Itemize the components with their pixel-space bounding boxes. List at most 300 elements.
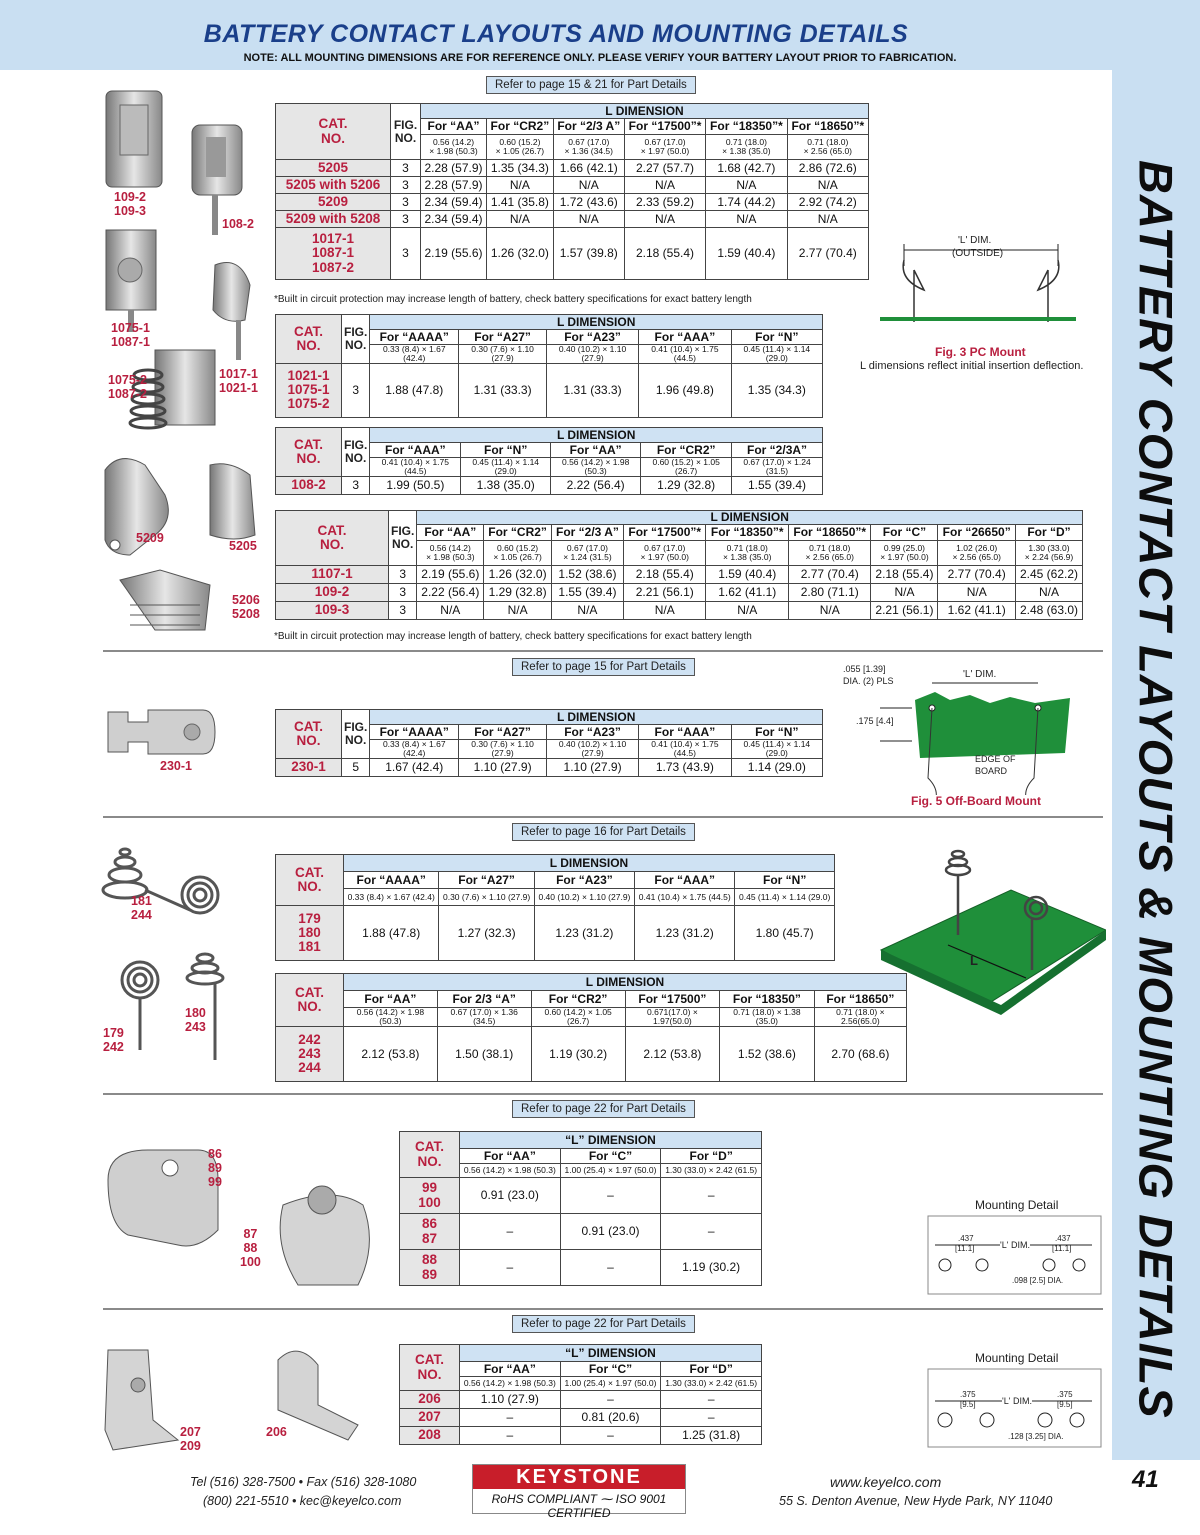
dimension-value: 1.72 (43.6) [553, 194, 624, 211]
footer-web[interactable]: www.keyelco.com [830, 1474, 942, 1490]
column-header: For “AAAA” [370, 330, 459, 345]
dimension-value: 2.86 (72.6) [787, 160, 868, 177]
size-line: × 1.05 (26.7) [493, 551, 542, 562]
cat-label: CAT. [415, 1352, 444, 1368]
column-header: For 2/3 “A” [437, 991, 531, 1008]
logo-wordmark: KEYSTONE [473, 1465, 685, 1489]
dimension-value: 1.88 (47.8) [344, 906, 439, 961]
column-size: 0.56 (14.2) × 1.98 (50.3) [460, 1164, 561, 1178]
cat-line: 5205 [317, 159, 349, 175]
l-dimension-table-7 [275, 973, 907, 1082]
dimension-value: 1.26 (32.0) [487, 228, 554, 280]
dimension-value: – [661, 1409, 762, 1427]
cat-line: 5209 [317, 193, 349, 209]
column-header: For “2/3 A” [553, 119, 624, 135]
column-header: For “C” [560, 1149, 661, 1164]
section-divider [103, 1093, 1103, 1095]
column-header: For “AAA” [635, 872, 735, 889]
column-header: For “AA” [417, 524, 484, 540]
footer-phone: (800) 221-5510 • kec@keyelco.com [203, 1494, 402, 1508]
column-size: 0.45 (11.4) × 1.14 (29.0) [731, 345, 822, 364]
fig-label: FIG. [344, 438, 368, 453]
refer-box: Refer to page 15 & 21 for Part Details [486, 76, 696, 94]
column-size [624, 135, 705, 160]
no-label: NO. [320, 130, 345, 146]
fig5-dia2: DIA. (2) PLS [843, 676, 894, 686]
column-size [487, 135, 554, 160]
cat-line: 89 [421, 1266, 438, 1282]
table-row [276, 601, 1083, 619]
size-line: 1.30 (33.0) [1028, 542, 1070, 553]
column-header: For “17500”* [624, 119, 705, 135]
column-size: 0.45 (11.4) × 1.14 (29.0) [735, 889, 835, 906]
column-size: 0.33 (8.4) × 1.67 (42.4) [370, 740, 459, 759]
column-size [484, 540, 552, 565]
part-label: 1075-2 1087-2 [108, 373, 147, 401]
dimension-value: 1.59 (40.4) [706, 228, 787, 280]
mounting-detail-title: Mounting Detail [975, 1198, 1059, 1212]
column-header: For “A23” [547, 330, 639, 345]
column-size: 0.40 (10.2) × 1.10 (27.9) [547, 345, 639, 364]
column-size [938, 540, 1016, 565]
size-line: 0.60 (15.2) [497, 542, 539, 553]
column-size: 0.30 (7.6) × 1.10 (27.9) [459, 740, 547, 759]
dimension-value: 2.33 (59.2) [624, 194, 705, 211]
dimension-value: 1.96 (49.8) [639, 363, 731, 417]
dimension-value: – [661, 1178, 762, 1214]
size-line: × 1.36 (34.5) [564, 146, 613, 156]
size-line: 0.99 (25.0) [883, 542, 926, 553]
pcb-spring-illustration [876, 840, 1106, 1030]
dimension-value: 2.70 (68.6) [814, 1026, 906, 1081]
column-size [417, 540, 484, 565]
column-size [551, 540, 623, 565]
part-label: 179 242 [103, 1026, 124, 1054]
l-dimension-header: “L” DIMENSION [460, 1345, 762, 1362]
column-header: For “A23” [547, 725, 639, 740]
table-row [276, 194, 869, 211]
column-size: 0.33 (8.4) × 1.67 (42.4) [370, 345, 459, 364]
fig-label: FIG. [393, 117, 418, 132]
cat-number: 180 [298, 924, 321, 940]
part-label: 108-2 [222, 217, 254, 231]
cat-line: 1087-2 [311, 259, 355, 275]
cat-line: 100 [418, 1194, 441, 1210]
md1-b2: [11.1] [1052, 1244, 1072, 1253]
cat-label: CAT. [294, 436, 323, 452]
column-header: For “AAA” [639, 330, 731, 345]
column-header: For “17500” [625, 991, 720, 1008]
cat-label: CAT. [294, 323, 323, 339]
column-size: 0.30 (7.6) × 1.10 (27.9) [459, 345, 547, 364]
dimension-value: N/A [553, 177, 624, 194]
column-header: For “CR2” [484, 524, 552, 540]
column-size: 0.71 (18.0) × 2.56(65.0) [814, 1008, 906, 1027]
size-line: 0.71 (18.0) [809, 542, 851, 553]
l-dimension-table-3 [275, 427, 823, 495]
fig-number: 3 [391, 211, 421, 228]
column-size [623, 540, 706, 565]
column-header: For “N” [735, 872, 835, 889]
dimension-value: 1.31 (33.3) [547, 363, 639, 417]
column-size: 0.40 (10.2) × 1.10 (27.9) [547, 740, 639, 759]
dimension-value: 1.29 (32.8) [641, 476, 732, 494]
md1-a: .437 [958, 1234, 974, 1243]
dimension-value: 1.26 (32.0) [484, 565, 552, 583]
cat-number [400, 1250, 460, 1286]
size-line: 0.67 (17.0) [566, 542, 608, 553]
dimension-value: 1.59 (40.4) [706, 565, 789, 583]
dimension-value: 2.22 (56.4) [417, 583, 484, 601]
cat-number: 208 [400, 1427, 460, 1445]
cat-number [276, 228, 391, 280]
column-size: 0.71 (18.0) × 1.38 (35.0) [720, 1008, 815, 1027]
column-size [788, 540, 871, 565]
dimension-value: N/A [624, 177, 705, 194]
column-header: For “D” [661, 1149, 762, 1164]
circuit-note: *Built in circuit protection may increase length of battery, check battery specifications for exact battery length [274, 294, 752, 305]
cat-number: 1075-1 [287, 382, 330, 398]
fig-number: 3 [389, 583, 417, 601]
cat-label: CAT. [295, 864, 324, 880]
column-size [787, 135, 868, 160]
column-size [421, 135, 487, 160]
size-line: × 2.56 (65.0) [952, 551, 1001, 562]
column-header: For “AAA” [639, 725, 731, 740]
column-size: 0.41 (10.4) × 1.75 (44.5) [370, 458, 461, 477]
refer-box: Refer to page 15 for Part Details [512, 658, 695, 676]
dimension-value: 1.67 (42.4) [370, 758, 459, 776]
size-line: × 1.98 (50.3) [429, 146, 478, 156]
dimension-value: 2.45 (62.2) [1015, 565, 1082, 583]
size-line: 0.67 (17.0) [644, 137, 686, 148]
pcb-l-label: L [970, 953, 978, 968]
column-size: 0.56 (14.2) × 1.98 (50.3) [551, 458, 641, 477]
column-size: 0.30 (7.6) × 1.10 (27.9) [439, 889, 534, 906]
part-label: 5209 [136, 531, 164, 545]
fig-number: 5 [342, 758, 370, 776]
l-dimension-table-8 [399, 1131, 762, 1286]
section-divider [103, 816, 1103, 818]
cat-number: 179 [298, 910, 321, 926]
dimension-value: 2.21 (56.1) [871, 601, 938, 619]
dimension-value: – [560, 1250, 661, 1286]
fig5-board: BOARD [975, 766, 1008, 776]
cat-number: 1021-1 [287, 368, 330, 384]
column-header: For “18650” [814, 991, 906, 1008]
fig3-title: Fig. 3 PC Mount [935, 345, 1026, 359]
fig5-175: .175 [4.4] [856, 716, 894, 726]
cat-number: 244 [298, 1059, 321, 1075]
column-size: 0.45 (11.4) × 1.14 (29.0) [731, 740, 822, 759]
dimension-value: 1.38 (35.0) [461, 476, 551, 494]
md1-b: .437 [1055, 1234, 1071, 1243]
cat-number [276, 194, 391, 211]
column-header: For “18350”* [706, 524, 789, 540]
column-size: 0.60 (14.2) × 1.05 (26.7) [531, 1008, 625, 1027]
column-header: For “AA” [551, 443, 641, 458]
size-line: × 1.97 (50.0) [640, 146, 690, 156]
l-dimension-table-1 [275, 103, 869, 280]
table-row [276, 228, 869, 280]
cat-line: 5209 with 5208 [285, 210, 381, 226]
column-header: For “N” [731, 330, 822, 345]
dimension-value: 2.18 (55.4) [871, 565, 938, 583]
part-label: 1017-1 1021-1 [219, 367, 258, 395]
part-label: 5205 [229, 539, 257, 553]
column-size: 1.00 (25.4) × 1.97 (50.0) [560, 1164, 661, 1178]
fig5-edge: EDGE OF [975, 754, 1016, 764]
md1-dia: .098 [2.5] DIA. [1012, 1276, 1064, 1285]
column-header: For “CR2” [487, 119, 554, 135]
dimension-value: 1.50 (38.1) [437, 1026, 531, 1081]
dimension-value: – [661, 1391, 762, 1409]
md2-b2: [9.5] [1057, 1400, 1073, 1409]
no-label: NO. [296, 732, 321, 748]
dimension-value: 2.34 (59.4) [421, 211, 487, 228]
dimension-value: 1.99 (50.5) [370, 476, 461, 494]
cat-label: CAT. [295, 984, 324, 1000]
column-size: 1.30 (33.0) × 2.42 (61.5) [661, 1164, 762, 1178]
part-label: 206 [266, 1425, 287, 1439]
dimension-value: 2.28 (57.9) [421, 177, 487, 194]
column-header: For “A23” [534, 872, 634, 889]
dimension-value: 1.62 (41.1) [938, 601, 1016, 619]
cat-line: 5205 with 5206 [285, 176, 381, 192]
dimension-value: 1.35 (34.3) [731, 363, 822, 417]
dimension-value: 0.81 (20.6) [560, 1409, 661, 1427]
part-label: 87 88 100 [240, 1227, 261, 1269]
column-size [871, 540, 938, 565]
cat-number [276, 211, 391, 228]
size-line: × 1.98 (50.3) [426, 551, 475, 562]
fig-number: 3 [391, 160, 421, 177]
cat-number: 206 [400, 1391, 460, 1409]
dimension-value: 1.80 (45.7) [735, 906, 835, 961]
md2-l: 'L' DIM. [1002, 1396, 1032, 1406]
dimension-value: 1.31 (33.3) [459, 363, 547, 417]
column-size: 0.56 (14.2) × 1.98 (50.3) [344, 1008, 438, 1027]
md2-a: .375 [960, 1390, 976, 1399]
size-line: × 1.24 (31.5) [563, 551, 612, 562]
dimension-value: 2.80 (71.1) [788, 583, 871, 601]
size-line: 0.56 (14.2) [432, 137, 475, 148]
column-header: For “26650” [938, 524, 1016, 540]
dimension-value: N/A [551, 601, 623, 619]
table-row [400, 1250, 762, 1286]
keystone-logo [472, 1464, 686, 1520]
table-row [400, 1427, 762, 1445]
part-label: 230-1 [160, 759, 192, 773]
column-size: 0.56 (14.2) × 1.98 (50.3) [460, 1377, 561, 1391]
size-line: 0.56 (14.2) [429, 542, 471, 553]
l-dimension-header: L DIMENSION [370, 710, 823, 725]
column-header: For “N” [461, 443, 551, 458]
dimension-value: N/A [706, 177, 787, 194]
fig-number: 3 [342, 363, 370, 417]
dimension-value: 2.19 (55.6) [417, 565, 484, 583]
dimension-value: N/A [938, 583, 1016, 601]
column-header: For “CR2” [531, 991, 625, 1008]
dimension-value: 2.48 (63.0) [1015, 601, 1082, 619]
cat-number: 1075-2 [287, 396, 330, 412]
part-label: 86 89 99 [208, 1147, 222, 1189]
dimension-value: 2.28 (57.9) [421, 160, 487, 177]
part-label: 5206 5208 [232, 593, 260, 621]
fig-number: 3 [342, 476, 370, 494]
l-dimension-header: L DIMENSION [344, 855, 835, 872]
product-images-brackets [98, 1340, 378, 1460]
dimension-value: N/A [484, 601, 552, 619]
footer-tel: Tel (516) 328-7500 • Fax (516) 328-1080 [190, 1475, 417, 1489]
dimension-value: 1.14 (29.0) [731, 758, 822, 776]
fig5-off-board-diagram [880, 675, 1080, 795]
dimension-value: 1.62 (41.1) [706, 583, 789, 601]
dimension-value: 1.10 (27.9) [547, 758, 639, 776]
l-dimension-header: L DIMENSION [421, 104, 869, 119]
table-row [276, 583, 1083, 601]
dimension-value: 1.66 (42.1) [553, 160, 624, 177]
dimension-value: 2.21 (56.1) [623, 583, 706, 601]
dimension-value: 1.57 (39.8) [553, 228, 624, 280]
cat-line: 88 [421, 1252, 438, 1268]
size-line: 0.71 (18.0) [807, 137, 849, 148]
column-size [553, 135, 624, 160]
dimension-value: 1.35 (34.3) [487, 160, 554, 177]
fig-label: FIG. [391, 524, 415, 539]
column-header: For “18350” [720, 991, 815, 1008]
column-header: For “AAAA” [344, 872, 439, 889]
dimension-value: 2.34 (59.4) [421, 194, 487, 211]
no-label: NO. [319, 536, 344, 552]
fig3-outside: (OUTSIDE) [952, 248, 1004, 259]
column-header: For “AAAA” [370, 725, 459, 740]
l-dimension-table-9 [399, 1344, 762, 1445]
dimension-value: – [460, 1214, 561, 1250]
dimension-value: – [661, 1214, 762, 1250]
dimension-value: 1.23 (31.2) [635, 906, 735, 961]
column-header: For “AA” [460, 1362, 561, 1377]
column-header: For “17500”* [623, 524, 706, 540]
l-dimension-table-6 [275, 854, 835, 961]
dimension-value: 1.10 (27.9) [459, 758, 547, 776]
l-dimension-header: L DIMENSION [370, 315, 823, 330]
dimension-value: 2.92 (74.2) [787, 194, 868, 211]
size-line: × 1.97 (50.0) [880, 551, 929, 562]
cat-number: 1107-1 [276, 565, 389, 583]
fig5-dia: .055 [1.39] [843, 664, 886, 674]
fig-number: 3 [389, 565, 417, 583]
no-label: NO. [296, 450, 321, 466]
column-size: 0.671(17.0) × 1.97(50.0) [625, 1008, 720, 1027]
dimension-value: 1.74 (44.2) [706, 194, 787, 211]
dimension-value: N/A [623, 601, 706, 619]
fig-no-label: NO. [345, 732, 367, 747]
table-row [276, 565, 1083, 583]
no-label: NO. [296, 337, 321, 353]
column-header: For “C” [871, 524, 938, 540]
cat-line: 99 [421, 1180, 438, 1196]
header-note: NOTE: ALL MOUNTING DIMENSIONS ARE FOR REFERENCE ONLY. PLEASE VERIFY YOUR BATTERY LAYOUT PRIOR TO FABRICATION. [243, 52, 957, 64]
column-header: For “18650”* [788, 524, 871, 540]
size-line: 0.71 (18.0) [725, 137, 767, 148]
size-line: 0.67 (17.0) [644, 542, 686, 553]
column-size: 0.67 (17.0) × 1.36 (34.5) [437, 1008, 531, 1027]
column-size: 0.45 (11.4) × 1.14 (29.0) [461, 458, 551, 477]
cat-label: CAT. [317, 522, 347, 538]
cat-label: CAT. [415, 1139, 444, 1155]
cat-number [276, 177, 391, 194]
product-image-230-1 [100, 700, 220, 760]
product-images-clips [98, 1140, 378, 1310]
column-header: For “C” [560, 1362, 661, 1377]
dimension-value: – [560, 1427, 661, 1445]
table-row [276, 160, 869, 177]
dimension-value: 1.25 (31.8) [661, 1427, 762, 1445]
column-size: 0.33 (8.4) × 1.67 (42.4) [344, 889, 439, 906]
column-header: For “N” [731, 725, 822, 740]
fig-no-label: NO. [392, 536, 414, 551]
dimension-value: 0.91 (23.0) [460, 1178, 561, 1214]
dimension-value: 1.88 (47.8) [370, 363, 459, 417]
dimension-value: 2.77 (70.4) [787, 228, 868, 280]
dimension-value: N/A [553, 211, 624, 228]
dimension-value: – [560, 1178, 661, 1214]
refer-box: Refer to page 22 for Part Details [512, 1315, 695, 1333]
cat-number: 109-2 [276, 583, 389, 601]
dimension-value: 1.41 (35.8) [487, 194, 554, 211]
cat-number [400, 1214, 460, 1250]
part-label: 1075-1 1087-1 [111, 321, 150, 349]
column-header: For “2/3 A” [551, 524, 623, 540]
fig-number: 3 [389, 601, 417, 619]
dimension-value: 1.23 (31.2) [534, 906, 634, 961]
fig-no-label: NO. [345, 337, 367, 352]
l-dimension-table-5 [275, 709, 823, 777]
column-header: For “AA” [421, 119, 487, 135]
column-header: For “18350”* [706, 119, 787, 135]
column-header: For “A27” [439, 872, 534, 889]
size-line: × 1.38 (35.0) [722, 146, 771, 156]
column-header: For “AA” [460, 1149, 561, 1164]
dimension-value: – [460, 1250, 561, 1286]
dimension-value: 1.52 (38.6) [720, 1026, 815, 1081]
column-size: 0.41 (10.4) × 1.75 (44.5) [639, 740, 731, 759]
cat-number: 181 [298, 939, 321, 955]
dimension-value: N/A [788, 601, 871, 619]
cat-line: 86 [421, 1216, 438, 1232]
column-size [706, 540, 789, 565]
dimension-value: – [460, 1427, 561, 1445]
table-row [400, 1409, 762, 1427]
cat-line: 1017-1 [311, 231, 355, 247]
no-label: NO. [417, 1366, 442, 1382]
fig-number: 3 [391, 228, 421, 280]
fig-label: FIG. [344, 720, 368, 735]
cat-label: CAT. [318, 116, 348, 132]
dimension-value: N/A [706, 211, 787, 228]
column-size: 1.30 (33.0) × 2.42 (61.5) [661, 1377, 762, 1391]
table-row [276, 211, 869, 228]
dimension-value: N/A [706, 601, 789, 619]
table-row [400, 1391, 762, 1409]
dimension-value: 2.27 (57.7) [624, 160, 705, 177]
dimension-value: 0.91 (23.0) [560, 1214, 661, 1250]
size-line: × 2.24 (56.9) [1024, 551, 1074, 562]
dimension-value: N/A [487, 177, 554, 194]
column-size [706, 135, 787, 160]
dimension-value: – [560, 1391, 661, 1409]
